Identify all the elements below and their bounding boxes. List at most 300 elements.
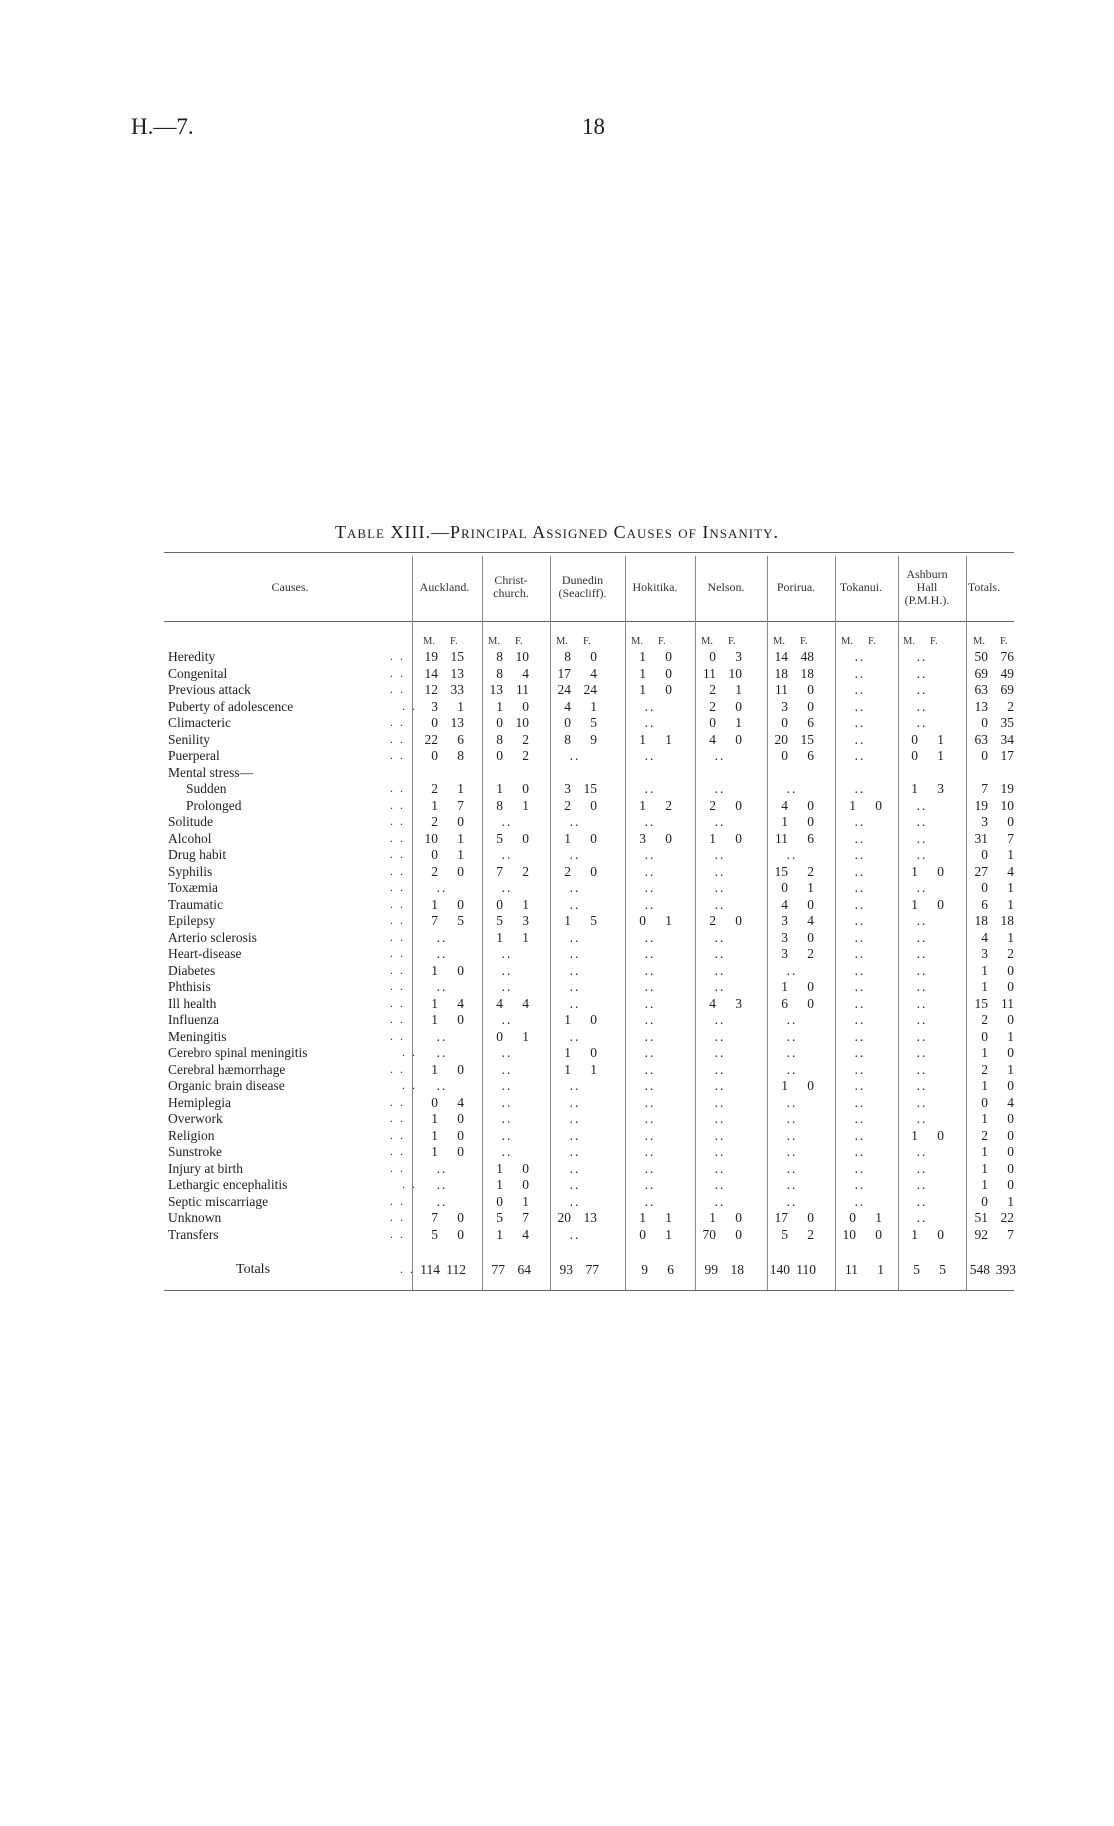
leader-dots: . . (390, 715, 405, 729)
cause-label: Septic miscarriage (168, 1193, 269, 1209)
cause-row (168, 1144, 307, 1161)
empty-cell: .. (714, 1160, 726, 1176)
female-count: 1 (1007, 1028, 1014, 1044)
male-count: 3 (781, 698, 788, 714)
male-count: 8 (564, 649, 571, 664)
empty-cell: .. (854, 1127, 866, 1143)
empty-cell: .. (501, 1061, 513, 1077)
empty-cell: .. (644, 880, 656, 895)
empty-cell: .. (786, 1028, 798, 1044)
male-count: 12 (424, 682, 438, 697)
male-count: 31 (974, 830, 988, 846)
male-count: 0 (496, 748, 503, 763)
female-count: 5 (590, 913, 597, 928)
empty-cell: .. (854, 863, 866, 879)
total-female: 112 (446, 1262, 466, 1277)
female-count: 0 (1007, 1144, 1014, 1159)
female-count: 0 (457, 1144, 464, 1159)
cause-row (168, 996, 307, 1013)
leader-dots: . . (390, 1127, 405, 1142)
male-count: 0 (564, 715, 571, 730)
male-subheader-2: M. (556, 636, 568, 647)
female-count: 2 (665, 797, 672, 813)
female-count: 7 (522, 1210, 529, 1225)
female-count: 7 (1007, 830, 1014, 846)
empty-cell: .. (714, 1045, 726, 1060)
leader-dots: . . (390, 896, 405, 911)
empty-cell: .. (714, 880, 726, 895)
leader-dots: . . (390, 1094, 405, 1109)
empty-cell: .. (916, 715, 928, 730)
empty-cell: .. (854, 649, 866, 664)
empty-cell: .. (501, 1094, 513, 1110)
female-count: 6 (807, 715, 814, 730)
female-count: 1 (1007, 929, 1014, 945)
table-bottom-rule (164, 1290, 1014, 1291)
empty-cell: .. (569, 979, 581, 994)
female-count: 1 (590, 698, 597, 714)
female-count: 3 (735, 995, 742, 1011)
leader-dots: . . (390, 946, 405, 960)
male-count: 1 (564, 913, 571, 928)
cause-label: Solitude (168, 814, 214, 829)
empty-cell: .. (916, 830, 928, 846)
total-female: 110 (796, 1262, 816, 1277)
male-subheader-4: M. (701, 636, 713, 647)
female-count: 1 (807, 880, 814, 895)
male-count: 7 (431, 913, 438, 928)
female-count: 13 (450, 715, 464, 730)
cause-row (168, 913, 307, 930)
female-count: 0 (457, 1226, 464, 1242)
empty-cell: .. (714, 1111, 726, 1126)
cause-row (168, 1078, 307, 1095)
leader-dots: . . (390, 929, 405, 944)
female-count: 0 (590, 863, 597, 879)
cause-label: Organic brain disease (168, 1078, 285, 1093)
female-count: 15 (450, 649, 464, 664)
empty-cell: .. (644, 748, 656, 763)
female-count: 11 (516, 682, 529, 697)
male-count: 2 (564, 863, 571, 879)
empty-cell: .. (916, 1028, 928, 1044)
empty-cell: .. (916, 649, 928, 664)
cause-row (168, 1095, 307, 1112)
female-count: 0 (1007, 1160, 1014, 1176)
cause-row (168, 1012, 307, 1029)
totals-label: Totals (236, 1262, 271, 1277)
empty-cell: .. (854, 896, 866, 912)
female-count: 0 (665, 682, 672, 697)
female-count: 0 (522, 830, 529, 846)
empty-cell: .. (501, 979, 513, 994)
female-count: 17 (1000, 748, 1014, 763)
male-count: 8 (564, 731, 571, 747)
empty-cell: .. (786, 1177, 798, 1192)
male-count: 2 (709, 913, 716, 928)
cause-row (168, 1045, 307, 1062)
total-male: 548 (969, 1262, 990, 1277)
empty-cell: .. (644, 781, 656, 796)
male-count: 4 (496, 995, 503, 1011)
male-count: 4 (709, 995, 716, 1011)
empty-cell: .. (569, 1144, 581, 1159)
empty-cell: .. (569, 880, 581, 895)
female-count: 1 (875, 1210, 882, 1225)
female-count: 0 (807, 797, 814, 813)
female-count: 48 (800, 649, 814, 664)
male-count: 2 (431, 814, 438, 829)
leader-dots: . . (390, 748, 405, 762)
female-count: 4 (522, 665, 529, 681)
empty-cell: .. (854, 946, 866, 961)
male-count: 3 (781, 946, 788, 961)
empty-cell: .. (786, 781, 798, 796)
female-count: 0 (807, 1078, 814, 1093)
female-count: 1 (937, 748, 944, 763)
female-count: 6 (807, 830, 814, 846)
empty-cell: .. (569, 1028, 581, 1044)
empty-cell: .. (569, 847, 581, 862)
female-count: 4 (1007, 1094, 1014, 1110)
female-count: 0 (735, 797, 742, 813)
female-count: 0 (1007, 1177, 1014, 1192)
cause-row (168, 649, 307, 666)
cause-row (168, 1194, 307, 1211)
male-count: 20 (774, 731, 788, 747)
male-count: 1 (709, 830, 716, 846)
cause-label: Senility (168, 731, 211, 747)
male-count: 10 (424, 830, 438, 846)
empty-cell: .. (644, 847, 656, 862)
cause-label: Cerebro spinal meningitis (168, 1045, 308, 1060)
empty-cell: .. (714, 1193, 726, 1209)
causes-list (168, 649, 307, 1243)
male-count: 1 (639, 682, 646, 697)
cause-label: Puerperal (168, 748, 220, 763)
male-count: 1 (911, 781, 918, 796)
male-count: 0 (639, 913, 646, 928)
empty-cell: .. (644, 995, 656, 1011)
empty-cell: .. (714, 1012, 726, 1027)
cause-label: Religion (168, 1127, 215, 1143)
male-count: 0 (709, 649, 716, 664)
male-count: 2 (709, 698, 716, 714)
male-count: 0 (639, 1226, 646, 1242)
cause-row (168, 880, 307, 897)
female-count: 2 (522, 731, 529, 747)
male-count: 15 (974, 995, 988, 1011)
cause-row (168, 765, 307, 782)
empty-cell: .. (714, 896, 726, 912)
female-count: 0 (457, 1061, 464, 1077)
empty-cell: .. (916, 1144, 928, 1159)
male-count: 1 (496, 1177, 503, 1192)
male-count: 2 (564, 797, 571, 813)
empty-cell: .. (714, 863, 726, 879)
female-count: 4 (522, 995, 529, 1011)
empty-cell: .. (854, 979, 866, 994)
cause-label: Heredity (168, 649, 216, 664)
empty-cell: .. (644, 1078, 656, 1093)
empty-cell: .. (644, 1144, 656, 1159)
female-count: 0 (522, 698, 529, 714)
empty-cell: .. (569, 929, 581, 945)
empty-cell: .. (854, 1045, 866, 1060)
male-count: 1 (639, 649, 646, 664)
female-count: 3 (522, 913, 529, 928)
male-count: 1 (564, 1045, 571, 1060)
causes-header: Causes. (271, 579, 309, 594)
male-count: 5 (496, 1210, 503, 1225)
table-top-rule (164, 552, 1014, 553)
empty-cell: .. (644, 863, 656, 879)
male-count: 15 (774, 863, 788, 879)
female-count: 1 (590, 1061, 597, 1077)
male-count: 0 (496, 715, 503, 730)
empty-cell: .. (854, 929, 866, 945)
cause-label: Influenza (168, 1012, 219, 1027)
total-male: 140 (769, 1262, 790, 1277)
female-count: 0 (457, 896, 464, 912)
empty-cell: .. (786, 1160, 798, 1176)
male-count: 6 (781, 995, 788, 1011)
empty-cell: .. (916, 979, 928, 994)
male-subheader-5: M. (773, 636, 785, 647)
male-count: 13 (974, 698, 988, 714)
empty-cell: .. (501, 1045, 513, 1060)
female-count: 0 (522, 1160, 529, 1176)
male-count: 1 (639, 665, 646, 681)
female-count: 0 (522, 781, 529, 796)
female-count: 49 (1000, 665, 1014, 681)
leader-dots: . . (390, 1193, 405, 1208)
male-count: 3 (431, 698, 438, 714)
column-header-2: Dunedin (Seacliff). (558, 573, 607, 600)
male-count: 2 (431, 863, 438, 879)
cause-row (168, 897, 307, 914)
female-count: 1 (665, 731, 672, 747)
male-count: 0 (709, 715, 716, 730)
female-count: 8 (457, 748, 464, 763)
empty-cell: .. (916, 682, 928, 697)
female-count: 22 (1000, 1210, 1014, 1225)
column-divider-6 (835, 556, 836, 1290)
empty-cell: .. (569, 1078, 581, 1093)
empty-cell: .. (854, 1012, 866, 1027)
empty-cell: .. (644, 1177, 656, 1192)
male-count: 1 (431, 995, 438, 1011)
empty-cell: .. (854, 1078, 866, 1093)
empty-cell: .. (501, 1127, 513, 1143)
male-count: 4 (781, 797, 788, 813)
male-count: 1 (564, 1061, 571, 1077)
male-count: 1 (639, 1210, 646, 1225)
empty-cell: .. (916, 1210, 928, 1225)
female-count: 0 (590, 797, 597, 813)
male-count: 22 (424, 731, 438, 747)
male-count: 63 (974, 682, 988, 697)
female-count: 0 (807, 682, 814, 697)
female-count: 1 (665, 913, 672, 928)
female-count: 3 (735, 649, 742, 664)
empty-cell: .. (854, 847, 866, 862)
empty-cell: .. (569, 1177, 581, 1192)
cause-label: Lethargic encephalitis (168, 1177, 288, 1192)
male-count: 50 (974, 649, 988, 664)
empty-cell: .. (916, 814, 928, 829)
empty-cell: .. (854, 715, 866, 730)
empty-cell: .. (854, 731, 866, 747)
female-count: 1 (457, 830, 464, 846)
male-count: 1 (431, 896, 438, 912)
female-count: 1 (735, 715, 742, 730)
male-count: 1 (911, 1226, 918, 1242)
female-count: 4 (457, 995, 464, 1011)
male-count: 6 (981, 896, 988, 912)
column-header-3: Hokitika. (632, 579, 678, 594)
male-count: 3 (781, 913, 788, 928)
male-count: 19 (974, 797, 988, 813)
female-subheader-8: F. (1000, 636, 1008, 647)
empty-cell: .. (714, 946, 726, 961)
female-count: 1 (457, 698, 464, 714)
male-count: 0 (431, 748, 438, 763)
male-subheader-6: M. (841, 636, 853, 647)
female-count: 15 (583, 781, 597, 796)
male-count: 0 (496, 896, 503, 912)
female-count: 1 (522, 1193, 529, 1209)
male-count: 20 (557, 1210, 571, 1225)
male-count: 1 (564, 1012, 571, 1027)
leader-dots: . . (402, 698, 417, 713)
male-count: 5 (431, 1226, 438, 1242)
empty-cell: .. (714, 781, 726, 796)
cause-row (168, 946, 307, 963)
female-count: 0 (807, 814, 814, 829)
female-count: 11 (1001, 995, 1014, 1011)
empty-cell: .. (501, 1144, 513, 1159)
empty-cell: .. (854, 1160, 866, 1176)
cause-row (168, 1128, 307, 1145)
female-count: 18 (1000, 913, 1014, 928)
male-count: 1 (911, 1127, 918, 1143)
total-female: 64 (517, 1262, 531, 1277)
male-count: 0 (431, 847, 438, 862)
male-count: 2 (709, 682, 716, 697)
empty-cell: .. (501, 946, 513, 961)
total-female: 18 (730, 1262, 744, 1277)
male-count: 1 (981, 1111, 988, 1126)
female-count: 0 (457, 863, 464, 879)
male-count: 3 (781, 929, 788, 945)
column-header-0: Auckland. (419, 579, 470, 594)
empty-cell: .. (854, 1028, 866, 1044)
empty-cell: .. (916, 797, 928, 813)
empty-cell: .. (916, 1193, 928, 1209)
empty-cell: .. (916, 1177, 928, 1192)
male-subheader-3: M. (631, 636, 643, 647)
male-count: 1 (911, 896, 918, 912)
female-count: 0 (590, 649, 597, 664)
empty-cell: .. (854, 1061, 866, 1077)
male-count: 3 (564, 781, 571, 796)
female-count: 1 (665, 1210, 672, 1225)
total-female: 393 (995, 1262, 1016, 1277)
total-female: 77 (585, 1262, 599, 1277)
empty-cell: .. (916, 929, 928, 945)
leader-dots: . . (390, 665, 405, 680)
leader-dots: . . (390, 731, 405, 746)
male-count: 0 (431, 715, 438, 730)
male-count: 11 (775, 682, 788, 697)
female-count: 0 (735, 913, 742, 928)
female-count: 4 (522, 1226, 529, 1242)
male-count: 1 (981, 1177, 988, 1192)
male-count: 11 (775, 830, 788, 846)
male-count: 1 (431, 1012, 438, 1027)
empty-cell: .. (854, 748, 866, 763)
female-count: 0 (1007, 962, 1014, 978)
female-count: 0 (1007, 1127, 1014, 1143)
female-count: 34 (1000, 731, 1014, 747)
empty-cell: .. (569, 1094, 581, 1110)
male-count: 0 (781, 715, 788, 730)
female-count: 6 (457, 731, 464, 747)
empty-cell: .. (644, 1061, 656, 1077)
cause-row (168, 979, 307, 996)
empty-cell: .. (569, 1160, 581, 1176)
male-count: 1 (709, 1210, 716, 1225)
male-count: 2 (981, 1012, 988, 1027)
empty-cell: .. (714, 748, 726, 763)
female-count: 0 (807, 1210, 814, 1225)
female-count: 0 (665, 665, 672, 681)
male-count: 7 (496, 863, 503, 879)
male-count: 0 (781, 748, 788, 763)
female-count: 0 (590, 1045, 597, 1060)
leader-dots: . . (402, 1078, 417, 1092)
leader-dots: . . (390, 1226, 405, 1241)
female-count: 1 (1007, 896, 1014, 912)
leader-dots: . . (390, 1061, 405, 1076)
empty-cell: .. (501, 1111, 513, 1126)
male-subheader-7: M. (903, 636, 915, 647)
female-count: 0 (807, 698, 814, 714)
female-count: 24 (583, 682, 597, 697)
empty-cell: .. (436, 946, 448, 961)
empty-cell: .. (569, 1193, 581, 1209)
leader-dots: . . (390, 1144, 405, 1158)
female-count: 0 (937, 896, 944, 912)
cause-row (168, 864, 307, 881)
page-number: 18 (582, 114, 605, 139)
female-count: 0 (590, 830, 597, 846)
page-reference: H.—7. (131, 114, 194, 139)
cause-row (168, 715, 307, 732)
female-count: 2 (807, 946, 814, 961)
male-count: 0 (849, 1210, 856, 1225)
male-count: 0 (981, 880, 988, 895)
male-count: 4 (981, 929, 988, 945)
cause-label: Transfers (168, 1226, 219, 1242)
male-count: 8 (496, 797, 503, 813)
empty-cell: .. (501, 1078, 513, 1093)
male-count: 4 (709, 731, 716, 747)
leader-dots: . . (390, 814, 405, 828)
cause-row (168, 1227, 307, 1244)
cause-row (168, 1111, 307, 1128)
